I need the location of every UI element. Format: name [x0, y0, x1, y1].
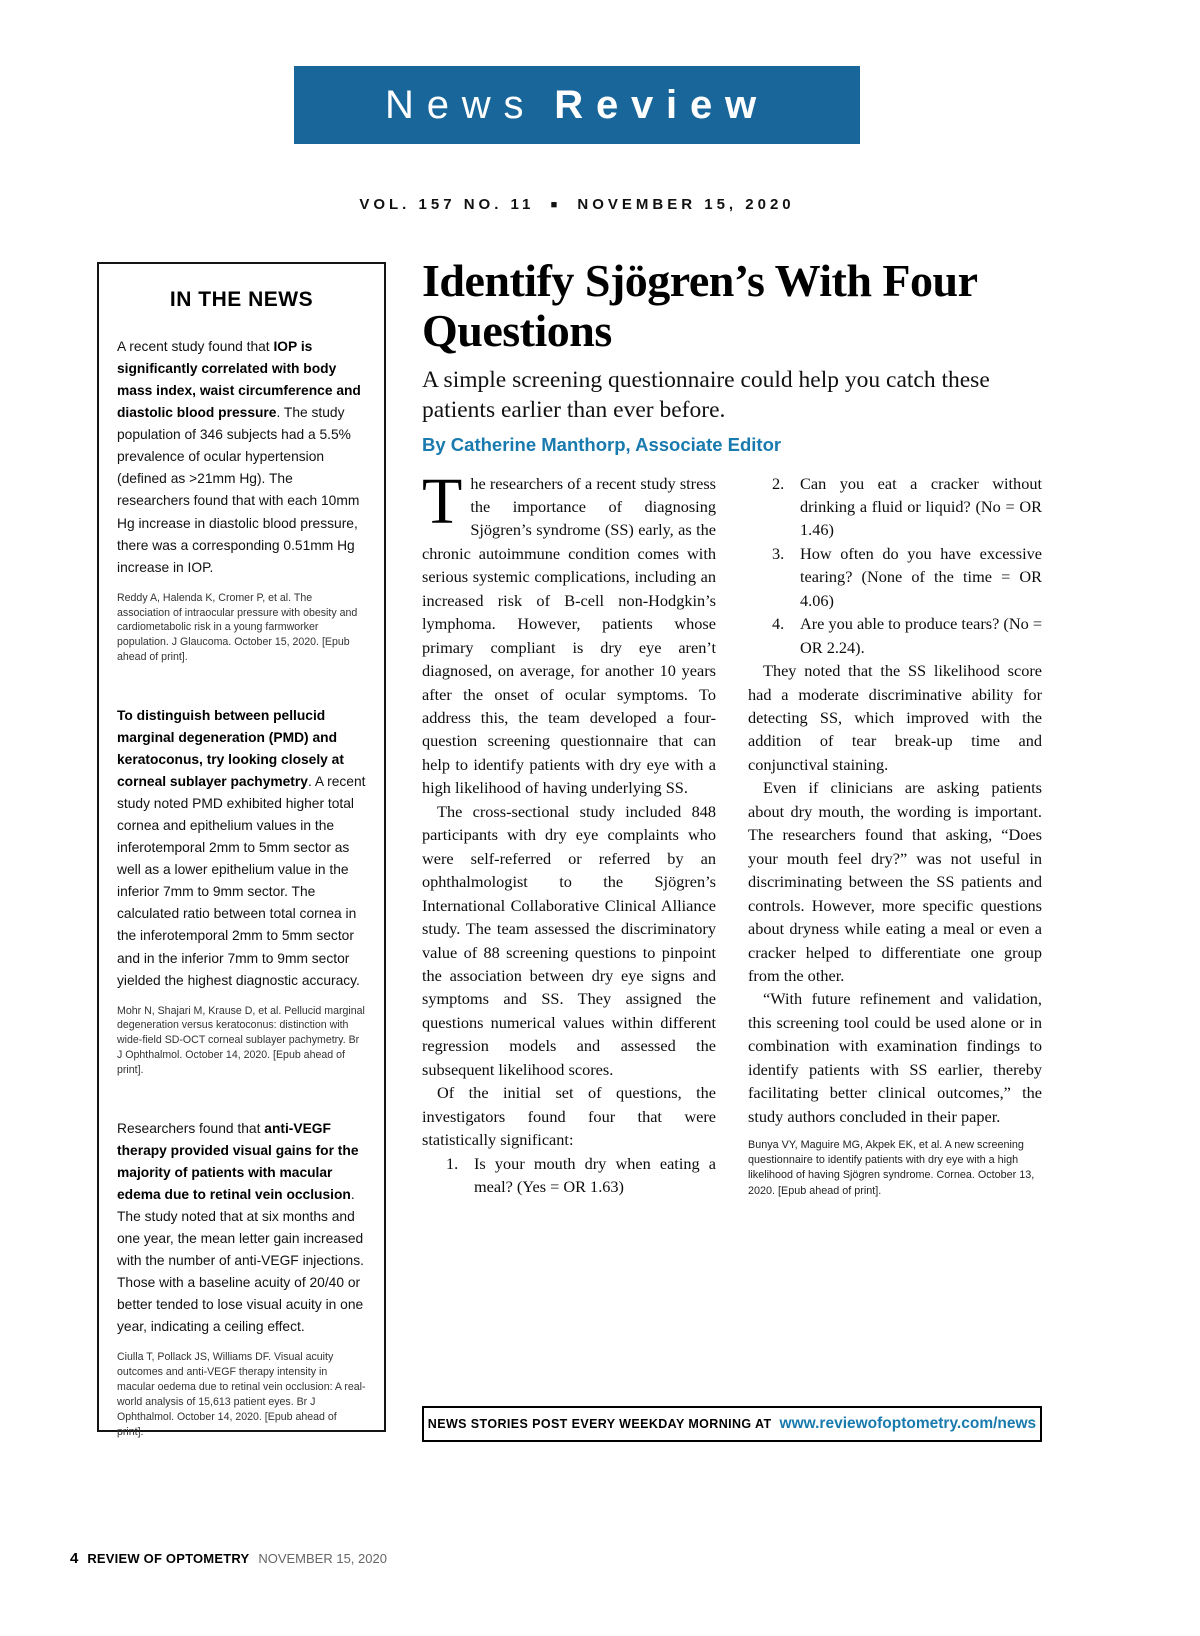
news-item-2	[117, 705, 366, 992]
paragraph-lead-text: he researchers of a recent study stress the importance of diagnosing Sjögren’s syndrome (SS) early, as the chronic autoimmune condition comes with serious systemic complications, including an increased risk of B-cell non-Hodgkin’s lymphoma. However, patients whose primary compliant is dry eye aren’t diagnosed, on average, for another 10 years after the onset of ocular symptoms. To address this, the team developed a four-question screening questionnaire that can help to identify patients with dry eye with a high likelihood of having underlying SS.	[422, 473, 716, 798]
question-item-4	[748, 612, 1042, 659]
volume-number: VOL. 157 NO. 11	[359, 196, 535, 213]
question-2-text: Can you eat a cracker without drinking a fluid or liquid? (No = OR 1.46)	[800, 473, 1042, 540]
paragraph-lead	[422, 464, 716, 800]
page-footer	[70, 1550, 387, 1567]
question-2-number: 2.	[772, 473, 785, 493]
news-item-3-post: . The study noted that at six months and one year, the mean letter gain increased with the number of anti-VEGF injections. Those with a baseline acuity of 20/40 or better tended to lose visual acuity in one year, indicating a ceiling effect.	[117, 1186, 364, 1335]
question-4-text: Are you able to produce tears? (No = OR 2.24).	[800, 614, 1043, 657]
news-item-1-citation: Reddy A, Halenda K, Cromer P, et al. The association of intraocular pressure with obesity and cardiometabolic risk in a young farmworker population. J Glaucoma. October 15, 2020. [Epub ahead of print].	[117, 591, 358, 663]
question-1-number: 1.	[446, 1153, 459, 1173]
square-bullet-icon: ■	[550, 199, 562, 211]
news-item-3-citation: Ciulla T, Pollack JS, Williams DF. Visual acuity outcomes and anti-VEGF therapy intensity in macular oedema due to retinal vein occlusion: A real-world analysis of 15,613 patient eyes. Br J Ophthalmol. October 14, 2020. [Epub ahead of print].	[117, 1351, 366, 1438]
article-citation: Bunya VY, Maguire MG, Akpek EK, et al. A new screening questionnaire to identify patients with dry eye with a high likelihood of having Sjögren syndrome. Cornea. October 13, 2020. [Epub ahead of print].	[748, 1139, 1035, 1197]
banner-word-news: News	[385, 82, 537, 127]
question-item-3	[748, 542, 1042, 612]
news-item-3-bold: anti-VEGF therapy provided visual gains for the majority of patients with macular edema due to retinal vein occlusion	[117, 1120, 359, 1202]
article-column-2	[748, 472, 1042, 1199]
article-deck: A simple screening questionnaire could help you catch these patients earlier than ever before.	[422, 367, 990, 424]
news-item-1-post: . The study population of 346 subjects had a 5.5% prevalence of ocular hypertension (defined as >21mm Hg). The researchers found that with each 10mm Hg increase in diastolic blood pressure, there was a corresponding 0.51mm Hg increase in IOP.	[117, 405, 360, 575]
drop-cap: T	[422, 464, 463, 538]
news-item-2-bold: To distinguish between pellucid marginal degeneration (PMD) and keratoconus, try looking closely at corneal sublayer pachymetry	[117, 707, 344, 790]
question-1-text: Is your mouth dry when eating a meal? (Yes = OR 1.63)	[474, 1153, 716, 1197]
banner-word-review: Review	[554, 82, 769, 127]
article-title: Identify Sjögren’s With Four Questions	[422, 255, 977, 356]
news-item-2-citation: Mohr N, Shajari M, Krause D, et al. Pellucid marginal degeneration versus keratoconus: distinction with wide-field SD-OCT corneal sublayer pachymetry. Br J Ophthalmol. October 14, 2020. [Epub ahead of print].	[117, 1004, 365, 1076]
news-item-1-bold: IOP is significantly correlated with body mass index, waist circumference and diastolic blood pressure	[117, 339, 361, 421]
article-column-1	[422, 464, 716, 1199]
news-item-3	[117, 1118, 366, 1339]
in-the-news-box	[97, 262, 386, 1438]
question-item-2	[748, 472, 1042, 542]
page-number: 4	[70, 1550, 79, 1567]
news-item-2-post: . A recent study noted PMD exhibited higher total cornea and epithelium values in the inferotemporal 2mm to 5mm sector as well as a lower epithelium value in the inferior 7mm to 9mm sector. The calculated ratio between total cornea in the inferotemporal 2mm to 5mm sector and in the inferior 7mm to 9mm sector yielded the highest diagnostic accuracy.	[117, 774, 366, 988]
paragraph-conclusion: “With future refinement and validation, this screening tool could be used alone or in combination with examination findings to identify patients with SS earlier, thereby facilitating better clinical outcomes,” the study authors concluded in their paper.	[748, 989, 1042, 1126]
article-byline: By Catherine Manthorp, Associate Editor	[422, 433, 782, 455]
paragraph-study: The cross-sectional study included 848 participants with dry eye complaints who were self-referred or referred by an ophthalmologist to the Sjögren’s International Collaborative Clinical Alliance study. The team assessed the discriminatory value of 88 screening questions to pinpoint the association between dry eye signs and symptoms and SS. They assigned the questions numerical values within different regression models and assessed the subsequent likelihood scores.	[422, 801, 716, 1079]
article-columns	[422, 464, 1043, 1199]
news-stories-banner	[422, 1406, 1042, 1442]
question-3-number: 3.	[772, 543, 785, 563]
issue-line	[0, 196, 1154, 213]
publication-name: REVIEW OF OPTOMETRY	[87, 1551, 250, 1566]
paragraph-initial-questions: Of the initial set of questions, the investigators found four that were statistically significant:	[422, 1083, 716, 1150]
news-stories-text: NEWS STORIES POST EVERY WEEKDAY MORNING AT	[427, 1417, 772, 1431]
news-item-3-pre: Researchers found that	[117, 1120, 265, 1136]
main-article	[422, 256, 1042, 1199]
footer-date: NOVEMBER 15, 2020	[258, 1551, 387, 1566]
news-review-banner	[294, 66, 860, 144]
issue-date: NOVEMBER 15, 2020	[577, 196, 795, 213]
news-stories-url-link[interactable]: www.reviewofoptometry.com/news	[779, 1415, 1037, 1432]
question-3-text: How often do you have excessive tearing? (None of the time = OR 4.06)	[800, 543, 1042, 610]
paragraph-wording: Even if clinicians are asking patients about dry mouth, the wording is important. The researchers found that asking, “Does your mouth feel dry?” was not useful in discriminating between the SS patients and controls. However, more specific questions about dryness while eating a meal or even a cracker helped to differentiate one group from the other.	[748, 778, 1042, 986]
question-4-number: 4.	[772, 614, 785, 634]
question-item-1	[422, 1152, 716, 1199]
paragraph-likelihood-score: They noted that the SS likelihood score had a moderate discriminative ability for detecting SS, which improved with the addition of tear break-up time and conjunctival staining.	[748, 661, 1042, 774]
news-item-1-pre: A recent study found that	[117, 339, 274, 354]
in-the-news-heading: IN THE NEWS	[169, 288, 314, 311]
news-item-1	[117, 336, 366, 579]
